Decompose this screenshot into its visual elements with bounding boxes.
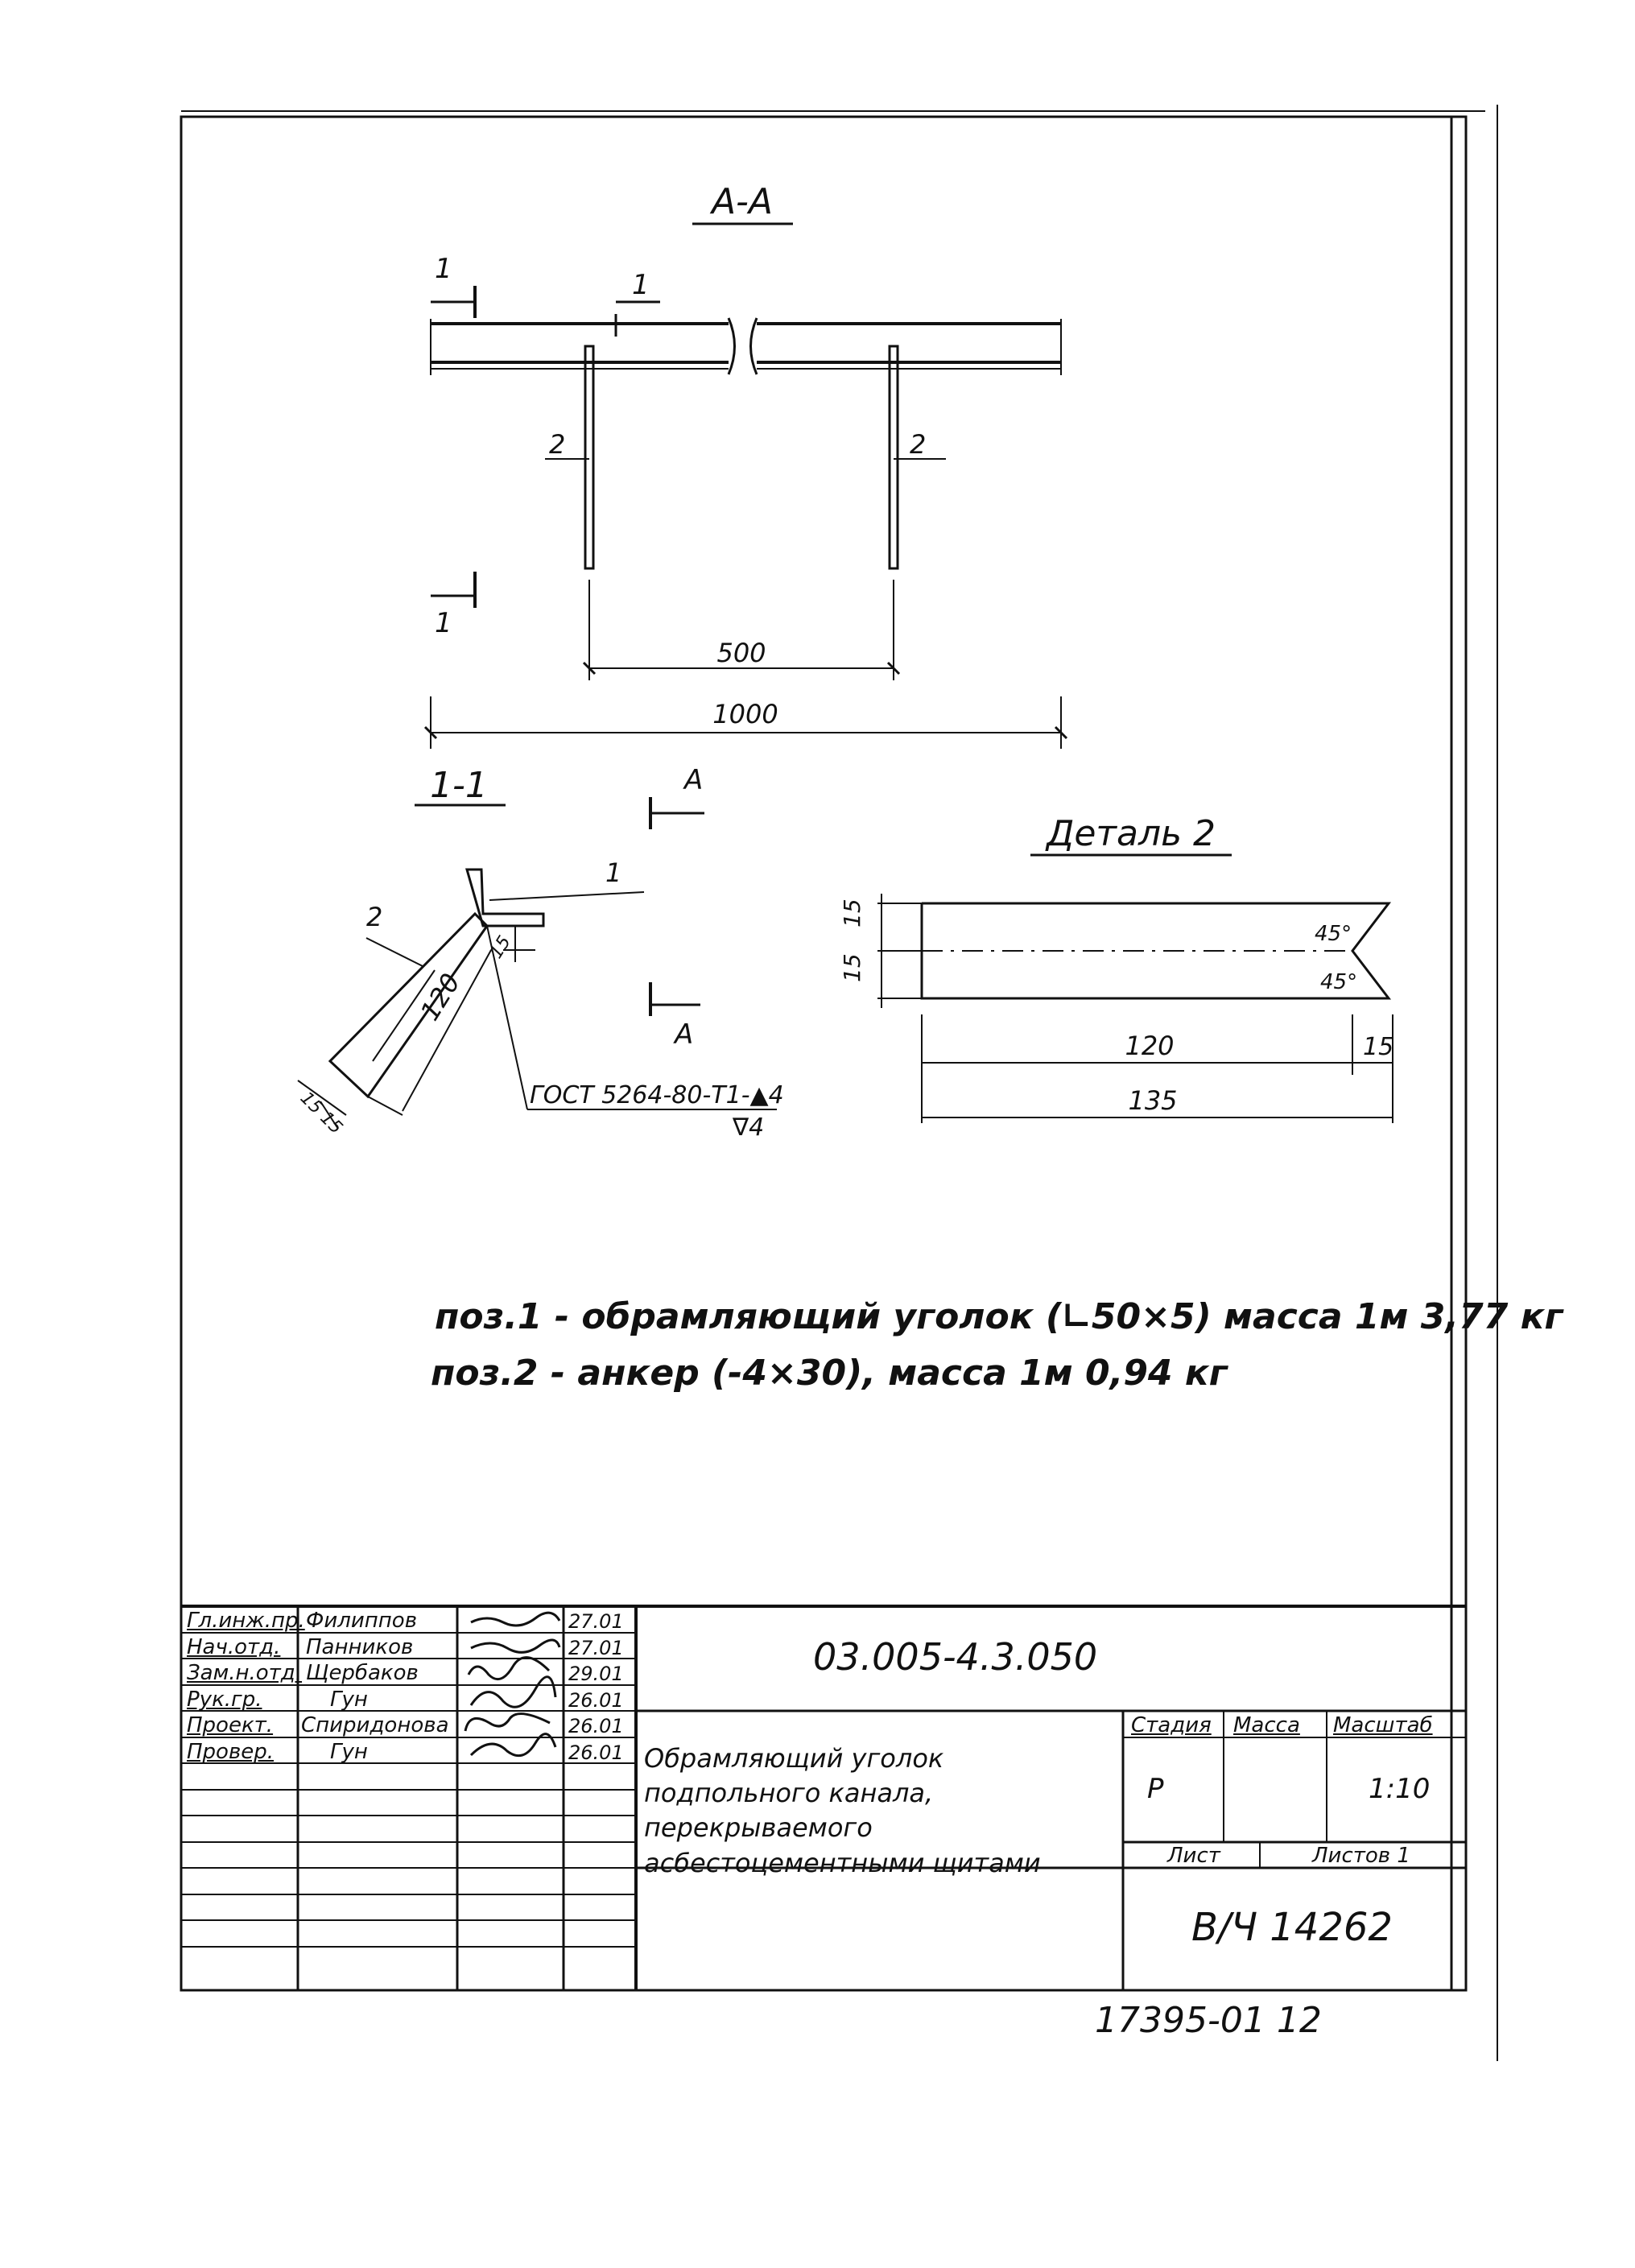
weld-note-sub: ∇4 [733, 1113, 765, 1142]
signatures [465, 1613, 559, 1755]
scale-value: 1:10 [1369, 1773, 1431, 1805]
sheets-label: Листов 1 [1312, 1844, 1410, 1868]
detail-2 [877, 855, 1393, 1123]
cut-mark-label-1: 1 [435, 253, 452, 285]
sheet-label: Лист [1167, 1844, 1220, 1868]
signature-3 [469, 1658, 549, 1679]
staff-role: Зам.н.отд. [187, 1661, 303, 1685]
detail-2-title: Деталь 2 [1046, 813, 1216, 854]
section-aa-title: А-А [711, 181, 774, 222]
dim-15-15: 15 15 [295, 1088, 346, 1138]
scale-label: Масштаб [1333, 1713, 1433, 1737]
staff-date: 27.01 [568, 1637, 624, 1659]
angle-top: 45° [1315, 922, 1352, 946]
angle-label-1: 1 [605, 857, 622, 888]
staff-role: Рук.гр. [187, 1688, 262, 1712]
stage-value: Р [1147, 1773, 1164, 1805]
signature-5 [465, 1714, 550, 1731]
weld-note: ГОСТ 5264-80-Т1-▲4 [530, 1081, 784, 1109]
dim-h1: 15 [839, 899, 865, 927]
angle-bottom: 45° [1320, 970, 1358, 994]
note-position-2: поз.2 - анкер (-4×30), масса 1м 0,94 кг [431, 1353, 1228, 1394]
staff-name: Гун [330, 1688, 368, 1712]
view-mark-a-bottom: А [675, 1018, 694, 1051]
drawing-description: Обрамляющий уголок подпольного канала, перекрываемого асбестоцементными щитами [644, 1743, 1041, 1878]
signature-1 [471, 1613, 559, 1626]
anchor-label-2: 2 [366, 902, 383, 932]
staff-date: 26.01 [568, 1689, 624, 1712]
section-11-title: 1-1 [430, 765, 488, 806]
section-11 [298, 797, 777, 1129]
section-aa [425, 224, 1067, 749]
dim-120-diagonal: 120 [414, 968, 467, 1027]
staff-name: Спиридонова [301, 1713, 449, 1737]
staff-date: 26.01 [568, 1741, 624, 1764]
anchor-label-left: 2 [549, 429, 566, 460]
staff-role: Гл.инж.пр. [187, 1609, 305, 1633]
anchor-label-right: 2 [910, 429, 927, 460]
sheet-frame [181, 117, 1466, 1990]
weld-dim-small: 15 [485, 932, 515, 963]
view-mark-a-top: А [684, 764, 704, 796]
dim-1000: 1000 [712, 699, 778, 729]
archive-number: 17395-01 12 [1095, 2000, 1322, 2041]
staff-role: Проект. [187, 1713, 274, 1737]
mass-label: Масса [1233, 1713, 1300, 1737]
staff-name: Панников [306, 1635, 414, 1659]
stage-label: Стадия [1131, 1713, 1212, 1737]
staff-name: Филиппов [306, 1609, 418, 1633]
organization-code: В/Ч 14262 [1191, 1905, 1393, 1950]
dim-500: 500 [716, 638, 766, 668]
staff-name: Щербаков [306, 1661, 419, 1685]
dim-15: 15 [1363, 1033, 1394, 1061]
signature-2 [471, 1640, 559, 1652]
cut-mark-label-3: 1 [435, 607, 452, 639]
note-position-1: поз.1 - обрамляющий уголок (∟50×5) масса 1м 3,77 кг [435, 1296, 1563, 1337]
staff-date: 26.01 [568, 1715, 624, 1737]
dim-135: 135 [1128, 1085, 1178, 1116]
signature-4 [471, 1677, 555, 1708]
staff-name: Гун [330, 1740, 368, 1764]
staff-date: 29.01 [568, 1663, 624, 1685]
staff-role: Нач.отд. [187, 1635, 281, 1659]
staff-date: 27.01 [568, 1610, 624, 1633]
drawing-designation: 03.005-4.3.050 [813, 1635, 1098, 1679]
staff-role: Провер. [187, 1740, 275, 1764]
dim-120: 120 [1125, 1031, 1175, 1061]
cut-mark-label-2: 1 [632, 269, 650, 301]
dim-h2: 15 [839, 953, 865, 982]
